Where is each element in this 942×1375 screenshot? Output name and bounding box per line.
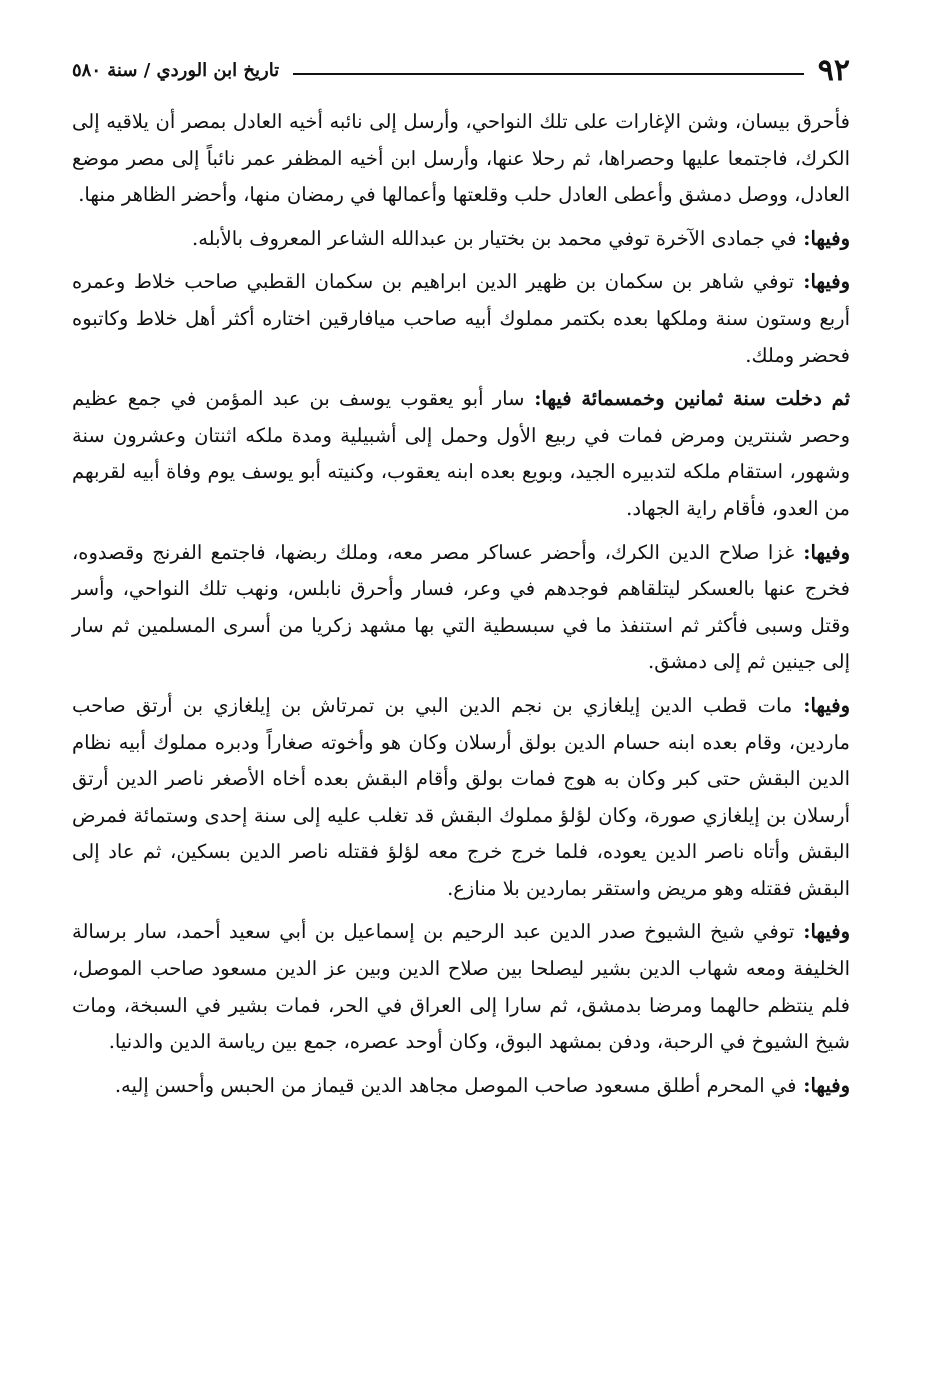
running-title: تاريخ ابن الوردي / سنة ٥٨٠ [72, 59, 280, 81]
paragraph-lead: وفيها: [794, 540, 850, 564]
paragraph-text: سار أبو يعقوب يوسف بن عبد المؤمن في جمع عظيم وحصر شنترين ومرض فمات في ربيع الأول وحمل إلى أشبيلية ومدة ملكه اثنتان وعشرون سنة وشهور، استقام ملكه لتدبيره الجيد، وبويع بعده ابنه يعقوب، وكنيته أبو يوسف يوم وفاة أبيه لقربهم من العدو، فأقام راية الجهاد. [72, 387, 850, 520]
paragraph-text: مات قطب الدين إيلغازي بن نجم الدين البي بن تمرتاش بن إيلغازي بن أرتق صاحب ماردين، وقام بعده ابنه حسام الدين بولق أرسلان وكان هو وأخوته صغاراً ودبره مملوك أبيه نظام الدين البقش حتى كبر وكان به هوج فمات بولق وأقام البقش بعده أخاه الأصغر ناصر الدين أرتق أرسلان بن إيلغازي صورة، وكان لؤلؤ مملوك البقش قد تغلب عليه إلى سنة إحدى وستمائة فمرض البقش وأتاه ناصر الدين يعوده، فلما خرج خرج معه لؤلؤ فقتله ناصر الدين بسكين، ثم عاد إلى البقش فقتله وهو مريض واستقر بماردين بلا منازع. [72, 693, 850, 900]
paragraph-text: توفي شاهر بن سكمان بن ظهير الدين ابراهيم بن سكمان القطبي صاحب خلاط وعمره أربع وستون سنة وملكها بعده بكتمر مملوك أبيه صاحب ميافارقين اختاره أكثر أهل خلاط وكاتبوه فحضر وملك. [72, 270, 850, 367]
body-text [72, 104, 850, 1104]
paragraph [72, 535, 850, 681]
paragraph [72, 264, 850, 374]
paragraph-text: غزا صلاح الدين الكرك، وأحضر عساكر مصر معه، وملك ربضها، فاجتمع الفرنج وقصدوه، فخرج عنها بالعسكر ليتلقاهم فوجدهم في وعر، فسار وأحرق نابلس، ونهب تلك النواحي، وأسر وقتل وسبى فأكثر ثم استنفذ ما في سبسطية التي بها مشهد زكريا من أسرى المسلمين ثم سار إلى جينين ثم إلى دمشق. [72, 540, 850, 674]
paragraph [72, 688, 850, 908]
page-number: ٩٢ [817, 52, 850, 88]
paragraph-text: في جمادى الآخرة توفي محمد بن بختيار بن عبدالله الشاعر المعروف بالأبله. [192, 226, 797, 250]
paragraph-text: توفي شيخ الشيوخ صدر الدين عبد الرحيم بن إسماعيل بن أبي سعيد أحمد، سار برسالة الخليفة ومعه شهاب الدين بشير ليصلحا بين صلاح الدين وبين عز الدين مسعود صاحب الموصل، فلم ينتظم حالهما ومرضا بدمشق، ثم سارا إلى العراق في الحر، فمات بشير في السبخة، ومات شيخ الشيوخ في الرحبة، ودفن بمشهد البوق، وكان أوحد عصره، جمع بين رياسة الدين والدنيا. [72, 920, 850, 1054]
paragraph-lead: وفيها: [796, 226, 850, 250]
paragraph-lead: وفيها: [794, 920, 850, 944]
paragraph [72, 1068, 850, 1105]
paragraph-lead: وفيها: [792, 693, 850, 717]
paragraph-text: في المحرم أطلق مسعود صاحب الموصل مجاهد الدين قيماز من الحبس وأحسن إليه. [114, 1073, 797, 1097]
header-rule [293, 73, 804, 75]
paragraph-lead: وفيها: [796, 1073, 850, 1097]
paragraph [72, 914, 850, 1060]
paragraph-lead: وفيها: [794, 270, 850, 294]
paragraph [72, 221, 850, 258]
paragraph-lead: ثم دخلت سنة ثمانين وخمسمائة فيها: [524, 387, 850, 411]
page-header [72, 52, 850, 88]
paragraph [72, 381, 850, 527]
paragraph-text: فأحرق بيسان، وشن الإغارات على تلك النواحي، وأرسل إلى نائبه أخيه العادل بمصر أن يلاقيه إلى الكرك، فاجتمعا عليها وحصراها، ثم رحلا عنها، وأرسل ابن أخيه المظفر عمر نائباً إلى مصر موضع العادل، ووصل دمشق وأعطى العادل حلب وقلعتها وأعمالها في رمضان منها، وأحضر الظاهر منها. [72, 110, 850, 207]
paragraph [72, 104, 850, 214]
